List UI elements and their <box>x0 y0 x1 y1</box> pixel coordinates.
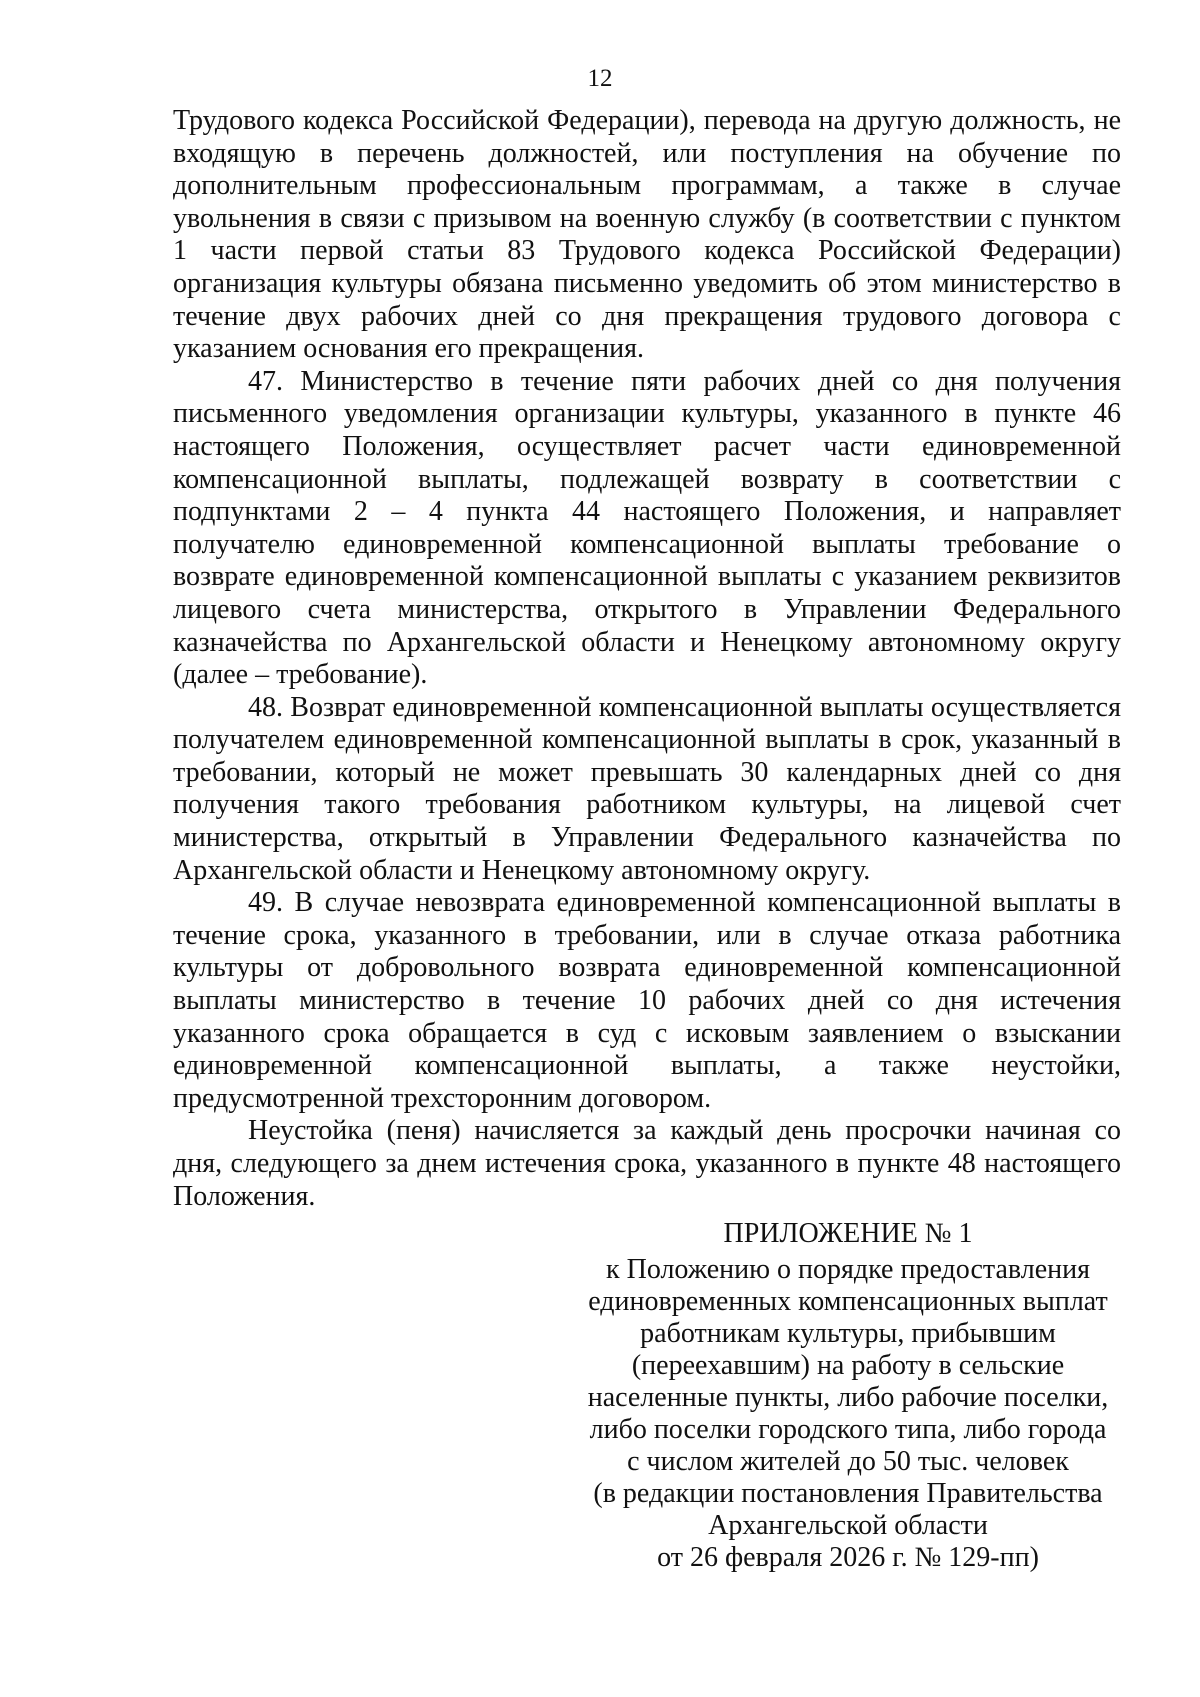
page-number: 12 <box>587 65 613 92</box>
appendix-line: либо поселки городского типа, либо города <box>589 1414 1107 1445</box>
document-body <box>173 105 1121 1213</box>
paragraph-48: 48. Возврат единовременной компенсационной выплаты осуществляется получателем единовременной компенсационной выплаты в срок, указанный в требовании, который не может превышать 30 календарных дней со дня получения такого требования работником культуры, на лицевой счет министерства, открытый в Управлении Федерального казначейства по Архангельской области и Ненецкому автономному округу. <box>173 691 1121 886</box>
appendix-line: к Положению о порядке предоставления <box>606 1254 1090 1285</box>
appendix-line: (в редакции постановления Правительства <box>593 1478 1103 1509</box>
appendix-line: населенные пункты, либо рабочие поселки, <box>587 1382 1109 1413</box>
appendix-line: (переехавшим) на работу в сельские <box>631 1350 1065 1381</box>
paragraph-penalty: Неустойка (пеня) начисляется за каждый день просрочки начиная со дня, следующего за днем истечения срока, указанного в пункте 48 настоящего Положения. <box>173 1115 1121 1212</box>
appendix-line: с числом жителей до 50 тыс. человек <box>627 1446 1069 1477</box>
appendix-line: работникам культуры, прибывшим <box>640 1318 1056 1349</box>
paragraph-47: 47. Министерство в течение пяти рабочих дней со дня получения письменного уведомления организации культуры, указанного в пункте 46 настоящего Положения, осуществляет расчет части единовременной компенсационной выплаты, подлежащей возврату в соответствии с подпунктами 2 – 4 пункта 44 настоящего Положения, и направляет получателю единовременной компенсационной выплаты требование о возврате единовременной компенсационной выплаты с указанием реквизитов лицевого счета министерства, открытого в Управлении Федерального казначейства по Архангельской области и Ненецкому автономному округу (далее – требование). <box>173 365 1121 691</box>
appendix-line: от 26 февраля 2026 г. № 129-пп) <box>657 1542 1039 1573</box>
appendix-line: единовременных компенсационных выплат <box>588 1286 1108 1317</box>
appendix-line: Архангельской области <box>708 1510 988 1541</box>
paragraph-46-continuation: Трудового кодекса Российской Федерации), перевода на другую должность, не входящую в перечень должностей, или поступления на обучение по дополнительным профессиональным программам, а также в случае увольнения в связи с призывом на военную службу (в соответствии с пунктом 1 части первой статьи 83 Трудового кодекса Российской Федерации) организация культуры обязана письменно уведомить об этом министерство в течение двух рабочих дней со дня прекращения трудового договора с указанием основания его прекращения. <box>173 105 1121 365</box>
appendix-title: ПРИЛОЖЕНИЕ № 1 <box>723 1218 973 1249</box>
appendix-header <box>578 1218 1118 1574</box>
paragraph-49: 49. В случае невозврата единовременной компенсационной выплаты в течение срока, указанного в требовании, или в случае отказа работника культуры от добровольного возврата единовременной компенсационной выплаты министерство в течение 10 рабочих дней со дня истечения указанного срока обращается в суд с исковым заявлением о взыскании единовременной компенсационной выплаты, а также неустойки, предусмотренной трехсторонним договором. <box>173 887 1121 1114</box>
